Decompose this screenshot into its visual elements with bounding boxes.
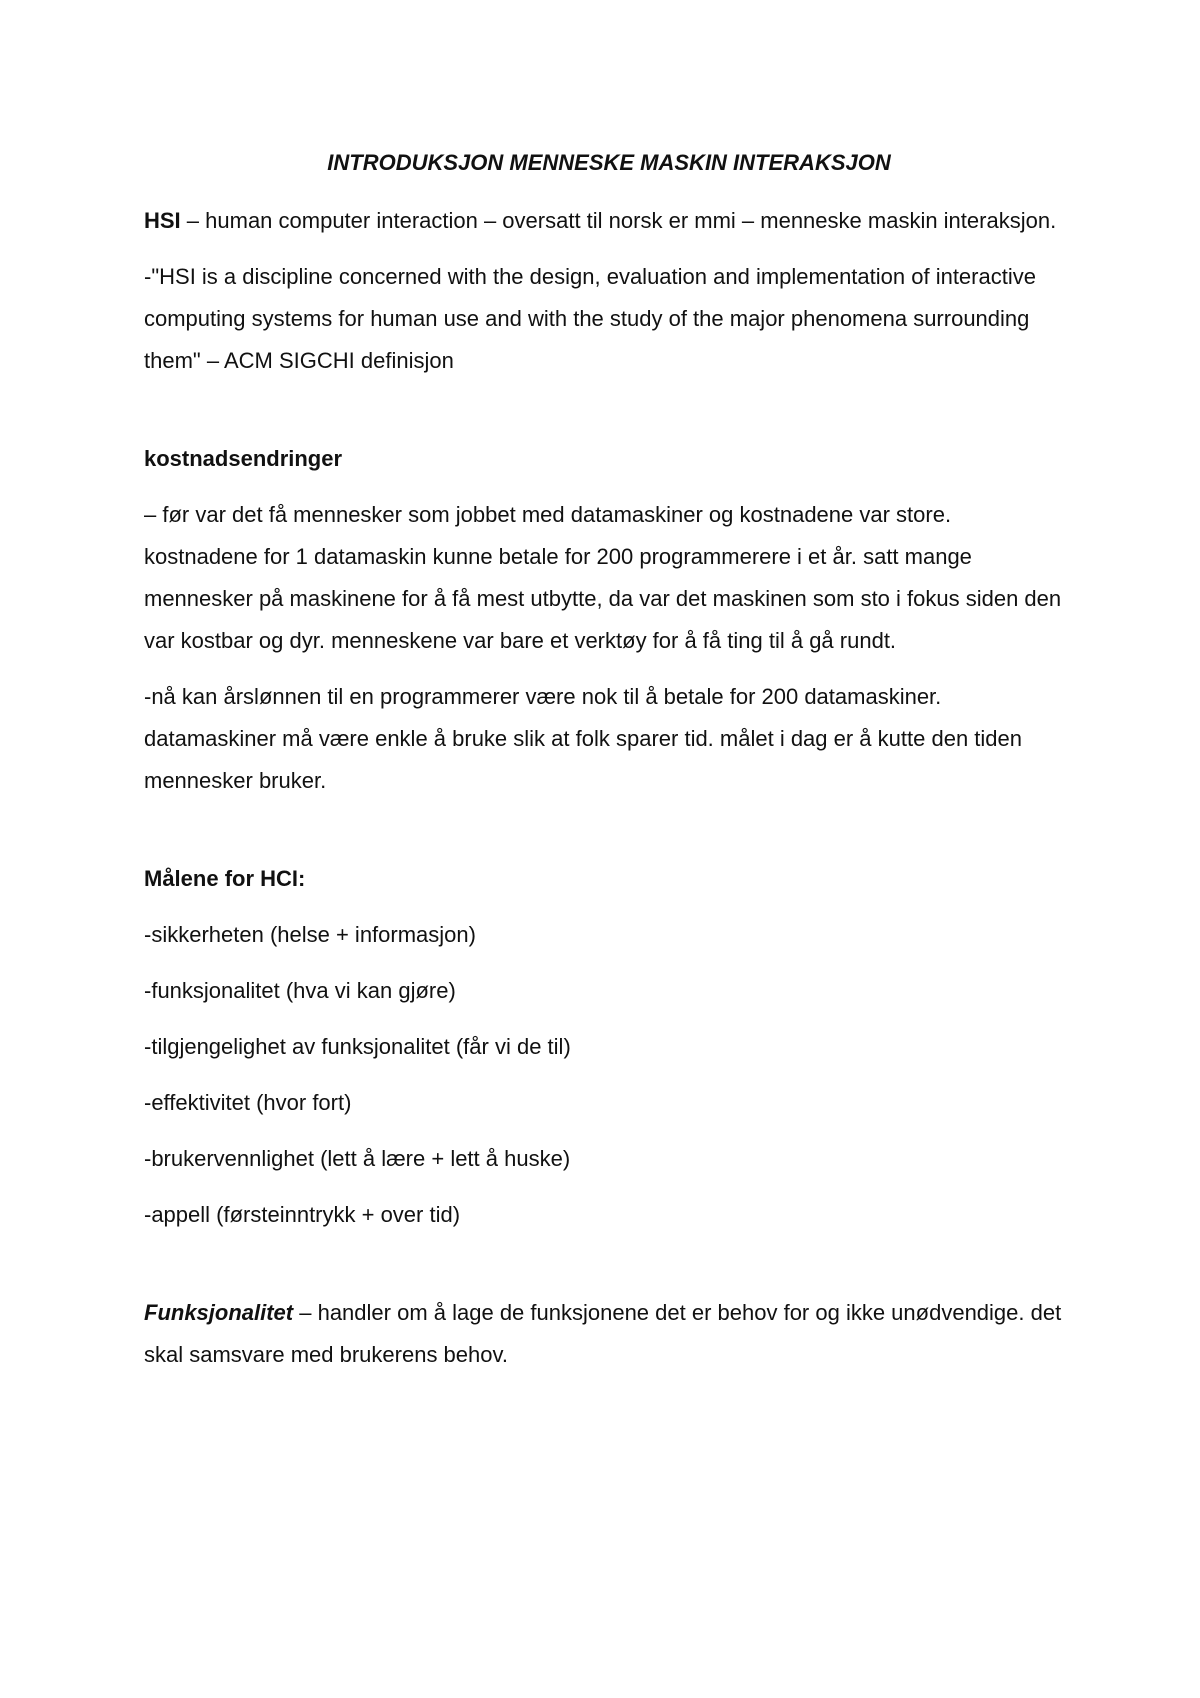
intro-text: – human computer interaction – oversatt til norsk er mmi – menneske maskin interaksjon.: [180, 208, 1057, 233]
intro-paragraph: [144, 200, 1064, 242]
goal-item: -sikkerheten (helse + informasjon): [144, 922, 476, 947]
goal-item: -funksjonalitet (hva vi kan gjøre): [144, 978, 456, 1003]
cost-paragraph-1: – før var det få mennesker som jobbet med datamaskiner og kostnadene var store. kostnadene for 1 datamaskin kunne betale for 200 programmerere i et år. satt mange mennesker på maskinene for å få mest utbytte, da var det maskinen som sto i fokus siden den var kostbar og dyr. menneskene var bare et verktøy for å få ting til å gå rundt.: [144, 502, 1062, 653]
functionality-text: – handler om å lage de funksjonene det er behov for og ikke unødvendige. det skal samsvare med brukerens behov.: [144, 1300, 1062, 1367]
functionality-term: Funksjonalitet: [144, 1300, 294, 1325]
goal-item: -effektivitet (hvor fort): [144, 1090, 352, 1115]
intro-term: HSI: [144, 208, 181, 233]
definition-quote: -"HSI is a discipline concerned with the design, evaluation and implementation of interactive computing systems for human use and with the study of the major phenomena surrounding them" – ACM SIGCHI definisjon: [144, 264, 1036, 373]
functionality-paragraph: [144, 1292, 1064, 1376]
page-title: INTRODUKSJON MENNESKE MASKIN INTERAKSJON: [327, 150, 891, 175]
blank-line: [144, 396, 1064, 438]
goal-item: -brukervennlighet (lett å lære + lett å huske): [144, 1146, 571, 1171]
section-heading-goals: Målene for HCI:: [144, 866, 306, 891]
cost-paragraph-2: -nå kan årslønnen til en programmerer være nok til å betale for 200 datamaskiner. datamaskiner må være enkle å bruke slik at folk sparer tid. målet i dag er å kutte den tiden mennesker bruker.: [144, 684, 1022, 793]
blank-line: [144, 816, 1064, 858]
blank-line: [144, 1250, 1064, 1292]
document-body: [144, 142, 1064, 1390]
section-heading-cost: kostnadsendringer: [144, 446, 343, 471]
goal-item: -appell (førsteinntrykk + over tid): [144, 1202, 461, 1227]
goal-item: -tilgjengelighet av funksjonalitet (får vi de til): [144, 1034, 571, 1059]
